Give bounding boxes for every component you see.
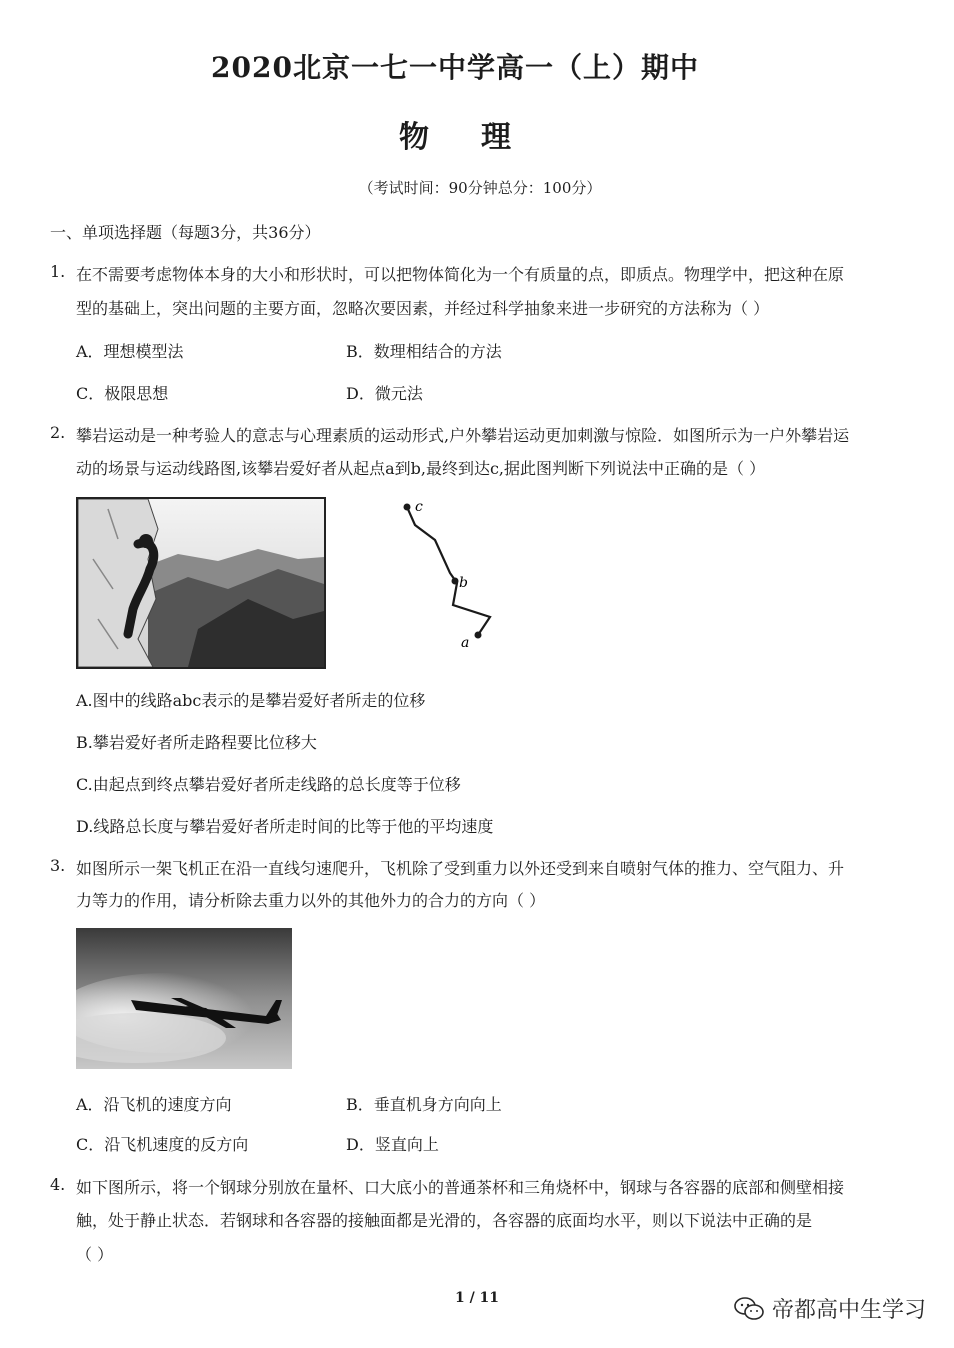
question-text: 触，处于静止状态．若钢球和各容器的接触面都是光滑的，各容器的底面均水平，则以下说法中正确的是 [76, 1211, 813, 1230]
option-b: B．数理相结合的方法 [346, 342, 502, 361]
airplane-image [76, 928, 292, 1069]
question-text: 型的基础上，突出问题的主要方面，忽略次要因素，并经过科学抽象来进一步研究的方法称为（ ） [76, 299, 770, 318]
route-path [407, 507, 490, 635]
option-c: C．极限思想 [76, 384, 169, 403]
point-a [475, 632, 482, 639]
point-c [404, 504, 411, 511]
watermark [734, 1293, 926, 1324]
page-number: 1 / 11 [454, 1290, 500, 1306]
wechat-icon [734, 1296, 764, 1322]
question-text: 如图所示一架飞机正在沿一直线匀速爬升，飞机除了受到重力以外还受到来自喷射气体的推力、空气阻力、升 [76, 859, 845, 878]
question-number: 2. [50, 423, 66, 442]
question-number: 4. [50, 1175, 66, 1194]
label-b: b [459, 575, 468, 591]
question-number: 3. [50, 856, 66, 875]
question-text: 在不需要考虑物体本身的大小和形状时，可以把物体简化为一个有质量的点，即质点。物理学中，把这种在原 [76, 265, 845, 284]
climbing-scene-image [78, 499, 324, 667]
option-c: C．沿飞机速度的反方向 [76, 1135, 249, 1154]
question-text: 动的场景与运动线路图,该攀岩爱好者从起点a到b,最终到达c,据此图判断下列说法中正确的是（ ） [76, 459, 766, 478]
point-b [452, 578, 459, 585]
section-heading: 一、单项选择题（每题3分，共36分） [50, 223, 321, 242]
option-d: D.线路总长度与攀岩爱好者所走时间的比等于他的平均速度 [76, 817, 494, 836]
watermark-text: 帝都高中生学习 [771, 1298, 926, 1323]
option-d: D．竖直向上 [346, 1135, 439, 1154]
option-d: D．微元法 [346, 384, 423, 403]
option-c: C.由起点到终点攀岩爱好者所走线路的总长度等于位移 [76, 775, 461, 794]
question-text: 如下图所示，将一个钢球分别放在量杯、口大底小的普通茶杯和三角烧杯中，钢球与各容器的底部和侧壁相接 [76, 1178, 845, 1197]
option-a: A．沿飞机的速度方向 [76, 1095, 232, 1114]
option-a: A.图中的线路abc表示的是攀岩爱好者所走的位移 [76, 691, 426, 710]
question-number: 1. [50, 262, 66, 281]
subject-title: 物理 [399, 120, 563, 155]
label-c: c [415, 499, 423, 515]
question-text: 力等力的作用，请分析除去重力以外的其他外力的合力的方向（ ） [76, 891, 546, 910]
question-text: （ ） [76, 1245, 114, 1264]
climbing-photo [76, 497, 326, 669]
label-a: a [461, 635, 470, 651]
option-a: A．理想模型法 [76, 342, 184, 361]
exam-info: （考试时间：90分钟总分：100分） [358, 179, 602, 197]
route-diagram [395, 495, 505, 655]
exam-title: 2020北京一七一中学高一（上）期中 [211, 51, 699, 84]
option-b: B.攀岩爱好者所走路程要比位移大 [76, 733, 317, 752]
option-b: B．垂直机身方向向上 [346, 1095, 502, 1114]
airplane-photo [76, 928, 292, 1069]
question-text: 攀岩运动是一种考验人的意志与心理素质的运动形式,户外攀岩运动更加刺激与惊险．如图所示为一户外攀岩运 [76, 426, 850, 445]
